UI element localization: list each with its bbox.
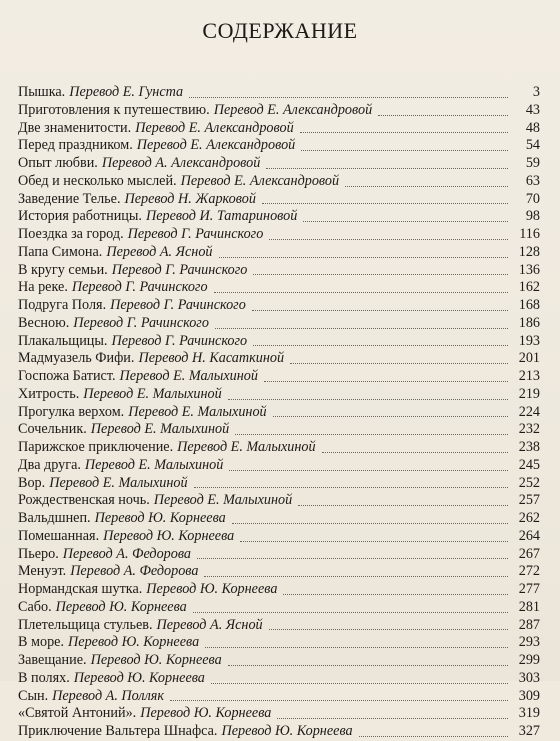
entry-title: Сочельник.: [18, 421, 87, 438]
entry-translator: Перевод Е. Малыхиной: [119, 368, 258, 384]
page-number: 201: [518, 350, 540, 367]
toc-entry: [18, 386, 540, 404]
toc-entry: [18, 528, 540, 546]
toc-entry: [18, 279, 540, 297]
page-number: 48: [525, 119, 540, 136]
page-number: 116: [519, 226, 540, 242]
entry-title: Опыт любви.: [18, 155, 98, 171]
toc-entry: [18, 350, 540, 368]
toc-entry: [18, 155, 540, 173]
entry-translator: Перевод Е. Малыхиной: [153, 492, 293, 509]
toc-entry: [18, 120, 540, 138]
entry-title: Нормандская шутка.: [18, 581, 143, 597]
entry-title: В кругу семьи.: [18, 261, 108, 278]
page-number: 252: [518, 474, 540, 491]
entry-translator: Перевод Е. Александровой: [180, 172, 340, 189]
page-number: 3: [532, 84, 540, 100]
page-number: 293: [518, 634, 540, 651]
entry-translator: Перевод Г. Рачинского: [110, 297, 246, 313]
page-number: 128: [518, 243, 540, 260]
entry-title: Парижское приключение.: [18, 439, 174, 455]
page-number: 70: [525, 190, 540, 207]
dot-leader: [298, 505, 508, 506]
dot-leader: [290, 363, 508, 364]
entry-translator: Перевод А. Александровой: [101, 155, 261, 171]
page-number: 272: [518, 563, 540, 580]
toc-entry: [18, 297, 540, 315]
entry-translator: Перевод Е. Малыхиной: [90, 421, 230, 438]
entry-title: Обед и несколько мыслей.: [18, 172, 177, 189]
entry-title: Папа Симона.: [18, 243, 103, 260]
entry-translator: Перевод Е. Малыхиной: [83, 385, 222, 402]
dot-leader: [194, 487, 508, 488]
entry-translator: Перевод Ю. Корнеева: [73, 669, 205, 686]
page-number: 219: [518, 385, 540, 402]
entry-title: Пьеро.: [18, 545, 59, 562]
dot-leader: [273, 416, 508, 417]
entry-translator: Перевод Е. Александровой: [135, 119, 294, 136]
page-number: 299: [518, 652, 540, 668]
entry-title: Вор.: [18, 474, 46, 491]
entry-translator: Перевод И. Татариновой: [145, 208, 298, 225]
dot-leader: [300, 132, 508, 133]
toc-entry: [18, 457, 540, 475]
entry-translator: Перевод Г. Рачинского: [127, 226, 264, 242]
entry-translator: Перевод Ю. Корнеева: [140, 705, 272, 722]
toc-entry: [18, 191, 540, 209]
dot-leader: [232, 523, 508, 524]
entry-title: Плетельщица стульев.: [18, 616, 153, 633]
toc-entry: [18, 226, 540, 244]
dot-leader: [215, 328, 508, 329]
entry-translator: Перевод А. Федорова: [62, 545, 192, 562]
entry-translator: Перевод Н. Жарковой: [124, 190, 256, 207]
page-number: 168: [518, 297, 540, 313]
entry-translator: Перевод Г. Рачинского: [111, 261, 248, 278]
toc-entry: [18, 84, 540, 102]
page-number: 136: [518, 261, 540, 278]
entry-title: История работницы.: [18, 208, 142, 225]
page-number: 238: [518, 439, 540, 455]
dot-leader: [266, 168, 508, 169]
entry-translator: Перевод Е. Малыхиной: [128, 403, 267, 420]
toc-entry: [18, 510, 540, 528]
dot-leader: [262, 203, 508, 204]
dot-leader: [264, 381, 508, 382]
entry-translator: Перевод Ю. Корнеева: [68, 634, 200, 651]
dot-leader: [193, 612, 508, 613]
entry-title: Приготовления к путешествию.: [18, 101, 210, 118]
entry-title: Госпожа Батист.: [18, 368, 116, 384]
page-number: 309: [518, 687, 540, 704]
toc-entry: [18, 492, 540, 510]
entry-title: Перед праздником.: [18, 137, 133, 154]
entry-translator: Перевод Ю. Корнеева: [221, 723, 353, 739]
toc-entry: [18, 688, 540, 706]
entry-translator: Перевод А. Федорова: [70, 563, 199, 580]
page-number: 245: [518, 456, 540, 473]
entry-title: Завещание.: [18, 652, 87, 668]
entry-title: В море.: [18, 634, 65, 651]
toc-entry: [18, 421, 540, 439]
toc-entry: [18, 563, 540, 581]
page-number: 54: [525, 137, 540, 154]
page-number: 186: [518, 314, 540, 331]
dot-leader: [189, 97, 508, 98]
dot-leader: [228, 399, 508, 400]
entry-title: Две знаменитости.: [18, 119, 132, 136]
dot-leader: [219, 257, 508, 258]
entry-translator: Перевод Е. Александровой: [213, 101, 373, 118]
toc-entry: [18, 705, 540, 723]
entry-translator: Перевод Ю. Корнеева: [146, 581, 278, 597]
dot-leader: [170, 700, 508, 701]
entry-title: Прогулка верхом.: [18, 403, 125, 420]
page-number: 232: [518, 421, 540, 438]
toc-entry: [18, 208, 540, 226]
entry-title: Два друга.: [18, 456, 81, 473]
toc-entry: [18, 368, 540, 386]
entry-title: Приключение Вальтера Шнафса.: [18, 723, 218, 739]
toc-entry: [18, 670, 540, 688]
dot-leader: [378, 115, 508, 116]
page-number: 277: [518, 581, 540, 597]
table-of-contents: [18, 84, 540, 741]
dot-leader: [229, 470, 508, 471]
entry-translator: Перевод Н. Касаткиной: [138, 350, 285, 367]
toc-entry: [18, 439, 540, 457]
entry-translator: Перевод Е. Гунста: [69, 84, 184, 100]
entry-title: Помешанная.: [18, 527, 100, 544]
entry-title: Плакальщицы.: [18, 332, 108, 349]
entry-title: На реке.: [18, 279, 68, 296]
entry-translator: Перевод Е. Малыхиной: [49, 474, 188, 491]
toc-entry: [18, 102, 540, 120]
dot-leader: [345, 186, 508, 187]
entry-title: Весною.: [18, 314, 70, 331]
dot-leader: [322, 452, 508, 453]
entry-title: Хитрость.: [18, 385, 80, 402]
page-number: 224: [518, 403, 540, 420]
toc-entry: [18, 652, 540, 670]
page-number: 327: [518, 723, 540, 739]
dot-leader: [211, 683, 508, 684]
dot-leader: [214, 292, 508, 293]
page-number: 257: [518, 492, 540, 509]
toc-entry: [18, 599, 540, 617]
toc-entry: [18, 333, 540, 351]
entry-translator: Перевод Ю. Корнеева: [55, 598, 187, 615]
dot-leader: [253, 274, 508, 275]
entry-title: Вальдшнеп.: [18, 510, 91, 526]
page-number: 287: [518, 616, 540, 633]
page-title: СОДЕРЖАНИЕ: [202, 18, 358, 43]
page-number: 162: [518, 279, 540, 296]
entry-translator: Перевод Е. Малыхиной: [177, 439, 316, 455]
entry-translator: Перевод Ю. Корнеева: [90, 652, 222, 668]
page-number: 264: [518, 527, 540, 544]
entry-translator: Перевод Е. Малыхиной: [84, 456, 224, 473]
toc-entry: [18, 723, 540, 741]
entry-title: «Святой Антоний».: [18, 705, 137, 722]
entry-title: В полях.: [18, 669, 70, 686]
entry-title: Поездка за город.: [18, 226, 124, 242]
dot-leader: [240, 541, 508, 542]
page-number: 98: [525, 208, 540, 225]
page-number: 267: [518, 545, 540, 562]
entry-title: Заведение Телье.: [18, 190, 121, 207]
toc-entry: [18, 634, 540, 652]
page-number: 262: [518, 510, 540, 526]
entry-translator: Перевод Ю. Корнеева: [94, 510, 226, 526]
toc-entry: [18, 617, 540, 635]
dot-leader: [359, 736, 508, 737]
entry-title: Пышка.: [18, 84, 66, 100]
entry-translator: Перевод Г. Рачинского: [71, 279, 208, 296]
page-number: 303: [518, 669, 540, 686]
page-number: 281: [518, 598, 540, 615]
toc-entry: [18, 315, 540, 333]
entry-translator: Перевод Г. Рачинского: [111, 332, 248, 349]
dot-leader: [303, 221, 508, 222]
entry-translator: Перевод Ю. Корнеева: [103, 527, 235, 544]
entry-title: Сын.: [18, 687, 49, 704]
page-number: 43: [525, 101, 540, 118]
page-number: 63: [525, 172, 540, 189]
toc-entry: [18, 137, 540, 155]
dot-leader: [277, 718, 508, 719]
dot-leader: [283, 594, 508, 595]
entry-title: Рождественская ночь.: [18, 492, 150, 509]
dot-leader: [269, 629, 508, 630]
toc-entry: [18, 546, 540, 564]
toc-entry: [18, 262, 540, 280]
dot-leader: [301, 150, 508, 151]
entry-title: Мадмуазель Фифи.: [18, 350, 135, 367]
entry-title: Менуэт.: [18, 563, 67, 580]
toc-entry: [18, 173, 540, 191]
entry-translator: Перевод Г. Рачинского: [73, 314, 209, 331]
toc-entry: [18, 581, 540, 599]
dot-leader: [204, 576, 508, 577]
page-number: 213: [518, 368, 540, 384]
dot-leader: [235, 434, 508, 435]
entry-translator: Перевод А. Ясной: [156, 616, 263, 633]
dot-leader: [252, 310, 508, 311]
toc-entry: [18, 244, 540, 262]
page-number: 193: [518, 332, 540, 349]
toc-entry: [18, 475, 540, 493]
page-number: 59: [525, 155, 540, 171]
dot-leader: [228, 665, 508, 666]
dot-leader: [269, 239, 508, 240]
toc-entry: [18, 404, 540, 422]
dot-leader: [253, 345, 508, 346]
entry-translator: Перевод А. Полляк: [52, 687, 165, 704]
entry-title: Сабо.: [18, 598, 52, 615]
dot-leader: [197, 558, 508, 559]
entry-title: Подруга Поля.: [18, 297, 107, 313]
dot-leader: [205, 647, 508, 648]
entry-translator: Перевод Е. Александровой: [136, 137, 296, 154]
page-number: 319: [518, 705, 540, 722]
entry-translator: Перевод А. Ясной: [106, 243, 213, 260]
